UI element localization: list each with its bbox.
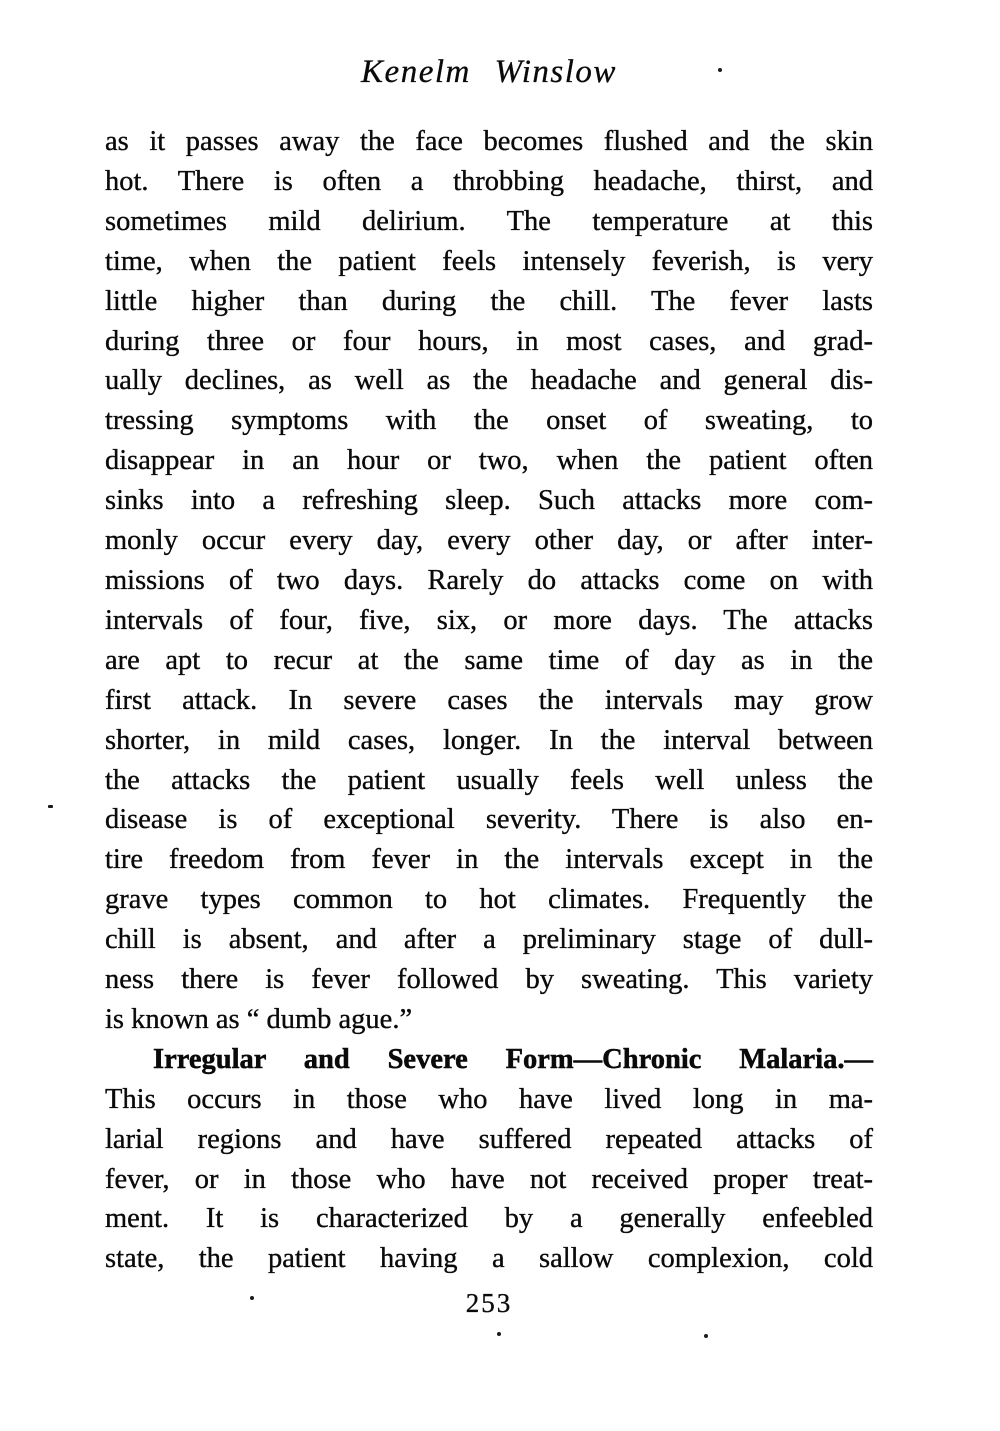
body-text-line: during three or four hours, in most cases, and grad- xyxy=(105,325,873,357)
scan-speck-dot xyxy=(718,68,722,72)
body-text-line: are apt to recur at the same time of day as in the xyxy=(105,644,873,676)
scan-speck-dash xyxy=(48,805,53,808)
body-text-line: first attack. In severe cases the intervals may grow xyxy=(105,684,873,716)
body-text-line: ually declines, as well as the headache and general dis- xyxy=(105,365,873,397)
body-text-line: sometimes mild delirium. The temperature at this xyxy=(105,205,873,237)
scan-speck-dot xyxy=(497,1332,501,1336)
scan-speck-dot xyxy=(704,1334,708,1338)
body-text-block xyxy=(105,122,873,1279)
body-text-line: This occurs in those who have lived long in ma- xyxy=(105,1083,873,1115)
body-text-line: state, the patient having a sallow complexion, cold xyxy=(105,1243,873,1275)
body-text-line: missions of two days. Rarely do attacks come on with xyxy=(105,564,873,596)
body-text-line: as it passes away the face becomes flushed and the skin xyxy=(105,126,873,157)
section-heading-line: Irregular and Severe Form—Chronic Malaria.— xyxy=(153,1043,873,1075)
body-text-line: little higher than during the chill. The fever lasts xyxy=(105,285,873,317)
body-text-line: the attacks the patient usually feels well unless the xyxy=(105,764,873,796)
body-text-line: time, when the patient feels intensely feverish, is very xyxy=(105,245,873,277)
running-header-author: Kenelm Winslow xyxy=(361,54,617,90)
body-text-line: is known as “ dumb ague.” xyxy=(105,1003,413,1035)
body-text-line: shorter, in mild cases, longer. In the interval between xyxy=(105,724,873,756)
body-text-line: intervals of four, five, six, or more days. The attacks xyxy=(105,604,873,636)
body-text-line: monly occur every day, every other day, or after inter- xyxy=(105,525,873,557)
page-number: 253 xyxy=(465,1288,513,1318)
body-text-line: hot. There is often a throbbing headache, thirst, and xyxy=(105,165,873,197)
body-text-line: disease is of exceptional severity. There is also en- xyxy=(105,804,873,836)
scan-speck-dot xyxy=(250,1296,254,1300)
body-text-line: fever, or in those who have not received proper treat- xyxy=(105,1163,873,1195)
body-text-line: larial regions and have suffered repeated attacks of xyxy=(105,1123,873,1155)
body-text-line: ment. It is characterized by a generally enfeebled xyxy=(105,1203,873,1235)
body-text-line: ness there is fever followed by sweating. This variety xyxy=(105,964,873,996)
body-text-line: sinks into a refreshing sleep. Such attacks more com- xyxy=(105,485,873,517)
body-text-line: disappear in an hour or two, when the patient often xyxy=(105,445,873,477)
body-text-line: tire freedom from fever in the intervals except in the xyxy=(105,844,873,876)
body-text-line: tressing symptoms with the onset of sweating, to xyxy=(105,405,873,437)
body-text-line: chill is absent, and after a preliminary stage of dull- xyxy=(105,924,873,956)
body-text-line: grave types common to hot climates. Frequently the xyxy=(105,884,873,916)
